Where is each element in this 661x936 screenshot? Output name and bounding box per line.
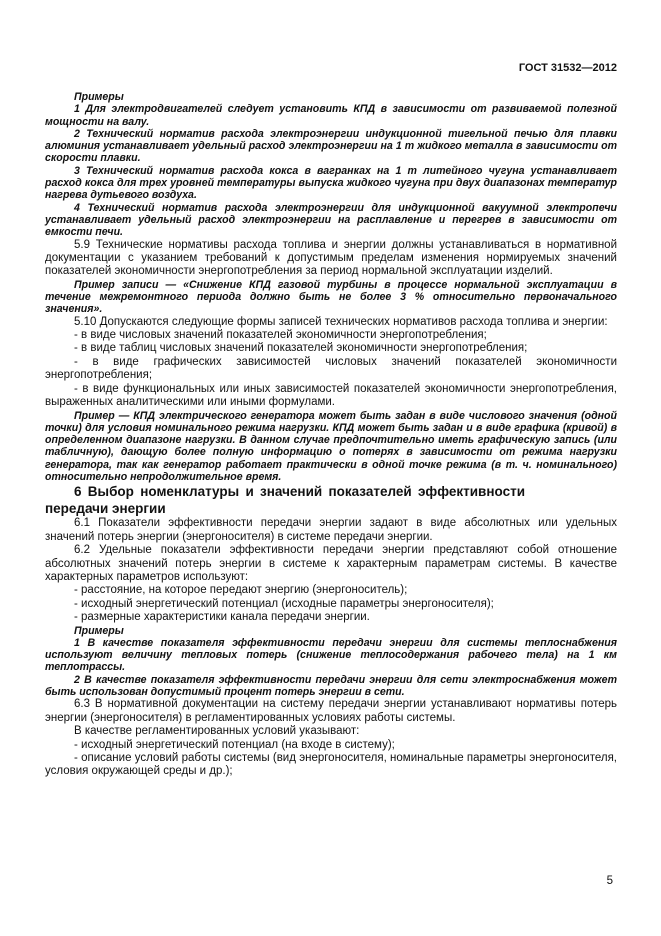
page-number: 5 bbox=[606, 875, 613, 887]
paragraph: В качестве регламентированных условий указывают: bbox=[74, 725, 360, 738]
list-item: - размерные характеристики канала передачи энергии. bbox=[74, 611, 370, 624]
list-item: - в виде таблиц числовых значений показателей экономичности энергопотребления; bbox=[74, 342, 528, 355]
paragraph: 5.10 Допускаются следующие формы записей технических нормативов расхода топлива и энергии: bbox=[74, 315, 608, 328]
list-item: - исходный энергетический потенциал (на входе в систему); bbox=[74, 738, 395, 751]
paragraph: Пример записи — «Снижение КПД газовой турбины в процессе нормальной эксплуатации в течение межремонтного периода должно быть не более 3 % относительно первоначального значения». bbox=[45, 278, 617, 316]
paragraph: Примеры bbox=[74, 91, 124, 103]
section-heading: 6 Выбор номенклатуры и значений показателей эффективности передачи энергии bbox=[45, 484, 525, 517]
page-content bbox=[45, 62, 617, 779]
list-item: - в виде числовых значений показателей экономичности энергопотребления; bbox=[74, 329, 487, 342]
list-item: - описание условий работы системы (вид энергоносителя, номинальные параметры энергоносителя, условия окружающей среды и др.); bbox=[45, 751, 617, 778]
paragraph-container bbox=[45, 91, 617, 779]
paragraph: 6.3 В нормативной документации на систему передачи энергии устанавливают нормативы потерь энергии (энергоносителя) в регламентированных условиях работы системы. bbox=[45, 698, 617, 724]
paragraph: Примеры bbox=[74, 624, 124, 637]
standard-designation: ГОСТ 31532—2012 bbox=[518, 62, 617, 74]
paragraph: 3 Технический норматив расхода кокса в вагранках на 1 т литейного чугуна устанавливает расход кокса для трех уровней температуры выпуска жидкого чугуна при двух диапазонах температур нагрева дутьевого воздуха. bbox=[45, 164, 617, 202]
paragraph: 2 Технический норматив расхода электроэнергии индукционной тигельной печью для плавки алюминия устанавливает удельный расход электроэнергии на 1 т жидкого металла в зависимости от скорости плавки. bbox=[45, 127, 617, 165]
list-item: - расстояние, на которое передают энергию (энергоноситель); bbox=[74, 584, 408, 597]
list-item: - в виде функциональных или иных зависимостей показателей экономичности энергопотребления, выраженных аналитическими или иными формулами. bbox=[45, 382, 617, 409]
paragraph: 4 Технический норматив расхода электроэнергии для индукционной вакуумной электропечи устанавливает удельный расход электроэнергии на расплавление и перегрев в зависимости от емкости печи. bbox=[45, 201, 617, 239]
paragraph: 2 В качестве показателя эффективности передачи энергии для сети электроснабжения может быть использован допустимый процент потерь энергии в сети. bbox=[45, 673, 617, 699]
list-item: - исходный энергетический потенциал (исходные параметры энергоносителя); bbox=[74, 597, 494, 610]
paragraph: Пример — КПД электрического генератора может быть задан в виде числового значения (одной точки) для условия номинального режима нагрузки. КПД может быть задан и в виде графика (кривой) в определенном диапазоне нагрузки. В данном случае предпочтительно иметь графическую запись (или табличную), дающую более полную информацию о потерях в зависимости от режима нагрузки генератора, так как генератор работает практически в одной точке режима (в т. ч. номинального) относительно непродолжительное время. bbox=[45, 409, 617, 483]
list-item: - в виде графических зависимостей числовых значений показателей экономичности энергопотребления; bbox=[45, 355, 617, 382]
paragraph: 1 Для электродвигателей следует установить КПД в зависимости от развиваемой полезной мощности на валу. bbox=[45, 103, 617, 128]
paragraph: 6.1 Показатели эффективности передачи энергии задают в виде абсолютных или удельных значений потерь энергии (энергоносителя) в системе передачи энергии. bbox=[45, 517, 617, 543]
paragraph: 5.9 Технические нормативы расхода топлива и энергии должны устанавливаться в нормативной документации с указанием требований к допустимым пределам изменения нормируемых значений показателей экономичности энергопотребления за период нормальной эксплуатации изделий. bbox=[45, 238, 617, 278]
paragraph: 6.2 Удельные показатели эффективности передачи энергии представляют собой отношение абсолютных значений потерь энергии в системе к характерным параметрам системы. В качестве характерных параметров используют: bbox=[45, 544, 617, 583]
paragraph: 1 В качестве показателя эффективности передачи энергии для системы теплоснабжения используют величину тепловых потерь (снижение теплосодержания рабочего тела) на 1 км теплотрассы. bbox=[45, 636, 617, 674]
